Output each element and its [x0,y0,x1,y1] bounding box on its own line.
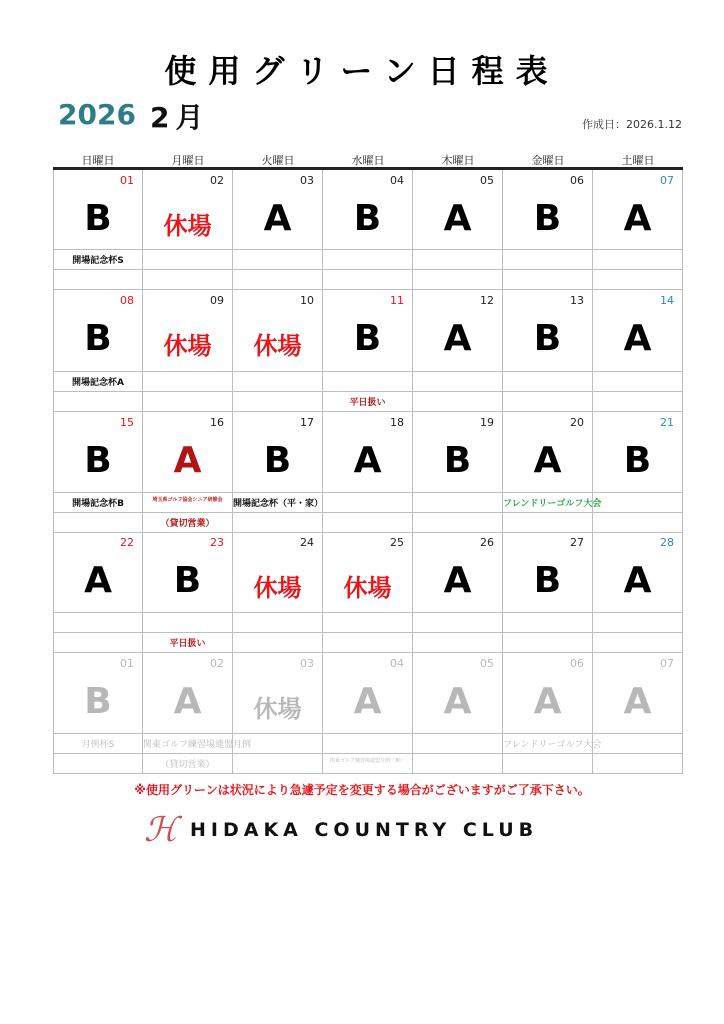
event-cell [503,613,593,633]
event-label: 開場記念杯A [72,378,124,388]
green-course: A [263,198,292,239]
event-cell [233,372,323,392]
event-cell [323,513,413,533]
event-cell [323,613,413,633]
page-title: 使用グリーン日程表 [164,52,560,90]
event-cell [413,493,503,513]
day-cell [53,412,143,493]
event-cell [143,613,233,633]
event-cell [233,250,323,270]
day-cell [413,170,503,250]
day-cell [503,653,593,734]
day-cell [233,170,323,250]
day-cell [413,412,503,493]
day-cell [503,532,593,613]
event-cell [323,250,413,270]
event-cell [323,372,413,392]
day-number: 05 [480,174,494,187]
weekday-header: 水曜日 [351,154,385,167]
green-course: A [623,318,652,359]
day-cell [143,653,233,734]
day-cell [53,653,143,734]
event-cell [413,633,503,653]
day-number: 26 [480,536,494,549]
day-cell [593,170,683,250]
day-number: 20 [570,416,584,429]
header-divider [53,167,683,170]
event-cell [143,493,233,513]
day-number: 09 [210,294,224,307]
green-course: A [173,681,202,722]
day-cell [323,532,413,613]
event-cell [593,372,683,392]
created-date: 作成日：2026.1.12 [582,118,682,131]
event-cell [143,754,233,774]
green-course: B [84,440,112,481]
day-number: 28 [660,536,674,549]
event-label: フレンドリーゴルフ大会 [503,740,602,750]
day-number: 04 [390,174,404,187]
event-cell [413,372,503,392]
event-cell [53,734,143,754]
day-number: 18 [390,416,404,429]
event-cell [503,372,593,392]
day-number: 14 [660,294,674,307]
day-number: 13 [570,294,584,307]
day-cell [143,170,233,250]
event-cell [503,493,602,513]
event-cell [503,392,593,412]
event-label: 平日扱い [349,398,386,408]
day-cell [233,653,323,734]
day-number: 27 [570,536,584,549]
green-course: A [623,560,652,601]
green-course: B [353,198,382,239]
green-course: 休場 [253,332,302,360]
green-course: B [443,440,472,481]
event-cell [323,754,413,774]
weekday-header: 月曜日 [171,154,205,167]
day-number: 10 [300,294,314,307]
weekday-header: 日曜日 [81,154,115,167]
day-number: 15 [120,416,134,429]
day-cell [53,532,143,613]
day-number: 02 [210,174,224,187]
event-cell [593,513,683,533]
weekday-header: 火曜日 [261,154,295,167]
green-course: B [84,198,112,239]
green-course: 休場 [253,574,302,602]
event-cell [593,633,683,653]
day-number: 03 [300,657,314,670]
day-number: 06 [570,657,584,670]
event-cell [233,513,323,533]
weekday-header: 金曜日 [531,154,565,167]
day-number: 05 [480,657,494,670]
day-number: 17 [300,416,314,429]
day-cell [233,290,323,372]
event-cell [593,250,683,270]
day-number: 24 [300,536,314,549]
green-course: A [353,440,382,481]
event-cell [503,734,602,754]
year: 2026 [58,98,136,131]
event-cell [53,493,143,513]
green-course: A [84,560,112,601]
event-cell [233,613,323,633]
event-cell [233,392,323,412]
weekday-header: 木曜日 [441,154,475,167]
event-cell [233,493,323,513]
event-cell [323,392,413,412]
event-cell [413,270,503,290]
day-number: 23 [210,536,224,549]
event-cell [413,250,503,270]
event-cell [413,754,503,774]
day-cell [323,170,413,250]
event-label: 開場記念杯（平・家） [233,499,324,509]
event-cell [233,734,323,754]
green-course: 休場 [253,695,302,723]
green-course: A [533,681,562,722]
event-cell [503,513,593,533]
day-number: 21 [660,416,674,429]
event-cell [593,493,683,513]
green-course: 休場 [343,574,392,602]
event-cell [143,270,233,290]
day-number: 01 [120,174,134,187]
day-cell [593,653,683,734]
event-cell [143,734,252,754]
event-cell [413,513,503,533]
day-cell [413,653,503,734]
event-label: 開場記念杯B [72,499,124,509]
green-course: A [623,681,652,722]
event-cell [323,270,413,290]
green-course: A [443,681,472,722]
day-cell [143,412,233,493]
event-cell [143,633,233,653]
event-cell [143,372,233,392]
green-course: A [353,681,382,722]
club-logo-icon: ℋ [144,810,178,850]
event-cell [143,513,233,533]
event-cell [233,633,323,653]
day-cell [143,290,233,372]
event-cell [53,250,143,270]
green-course: B [533,560,562,601]
event-label: （貸切営業） [160,519,215,529]
day-number: 12 [480,294,494,307]
event-label: 関東ゴルフ練習場連盟月例（無） [329,758,405,764]
event-cell [323,734,413,754]
day-cell [323,653,413,734]
day-cell [503,290,593,372]
event-label: 埼玉県ゴルフ協会シニア研修会 [152,497,223,503]
day-cell [323,290,413,372]
day-cell [53,290,143,372]
day-cell [233,412,323,493]
event-cell [53,613,143,633]
event-label: 平日扱い [169,639,206,649]
day-cell [593,412,683,493]
event-cell [503,754,593,774]
green-course: 休場 [163,212,212,240]
event-cell [53,633,143,653]
event-cell [323,633,413,653]
event-label: フレンドリーゴルフ大会 [503,499,602,509]
event-label: 月例杯S [81,740,115,750]
day-cell [503,170,593,250]
day-number: 19 [480,416,494,429]
event-cell [53,754,143,774]
event-cell [53,372,143,392]
green-course: B [623,440,652,481]
notice-text: ※使用グリーンは状況により急遽予定を変更する場合がございますがご了承下さい。 [134,783,590,797]
green-course: A [623,198,652,239]
day-cell [593,532,683,613]
day-cell [413,532,503,613]
day-cell [323,412,413,493]
day-cell [233,532,323,613]
event-cell [323,493,413,513]
event-cell [233,270,323,290]
day-cell [53,170,143,250]
event-cell [503,633,593,653]
event-cell [413,734,503,754]
day-cell [413,290,503,372]
event-label: 開場記念杯S [72,256,124,266]
day-number: 11 [390,294,404,307]
event-cell [53,270,143,290]
event-cell [593,270,683,290]
green-course: B [84,681,112,722]
day-number: 16 [210,416,224,429]
event-cell [593,734,683,754]
event-cell [143,392,233,412]
event-cell [53,392,143,412]
event-cell [503,270,593,290]
green-course: 休場 [163,332,212,360]
green-course: A [443,318,472,359]
day-number: 06 [570,174,584,187]
event-cell [53,513,143,533]
day-cell [143,532,233,613]
green-course: B [173,560,202,601]
day-cell [593,290,683,372]
event-label: 関東ゴルフ練習場連盟月例 [143,740,252,750]
green-course: A [443,198,472,239]
green-course: B [263,440,292,481]
day-number: 07 [660,657,674,670]
month: 2月 [150,101,210,134]
weekday-header: 土曜日 [621,154,655,167]
club-name: HIDAKA COUNTRY CLUB [190,819,539,841]
day-number: 07 [660,174,674,187]
event-cell [233,754,323,774]
day-number: 22 [120,536,134,549]
event-cell [143,250,233,270]
day-number: 04 [390,657,404,670]
day-cell [503,412,593,493]
event-cell [593,392,683,412]
green-course: B [353,318,382,359]
green-course: B [533,198,562,239]
day-number: 25 [390,536,404,549]
green-course: B [533,318,562,359]
event-cell [593,754,683,774]
day-number: 01 [120,657,134,670]
green-course: A [173,440,202,481]
event-label: （貸切営業） [160,760,215,770]
event-cell [413,613,503,633]
event-cell [503,250,593,270]
green-course: B [84,318,112,359]
event-cell [593,613,683,633]
day-number: 03 [300,174,314,187]
event-cell [413,392,503,412]
green-course: A [443,560,472,601]
day-number: 08 [120,294,134,307]
green-course: A [533,440,562,481]
day-number: 02 [210,657,224,670]
